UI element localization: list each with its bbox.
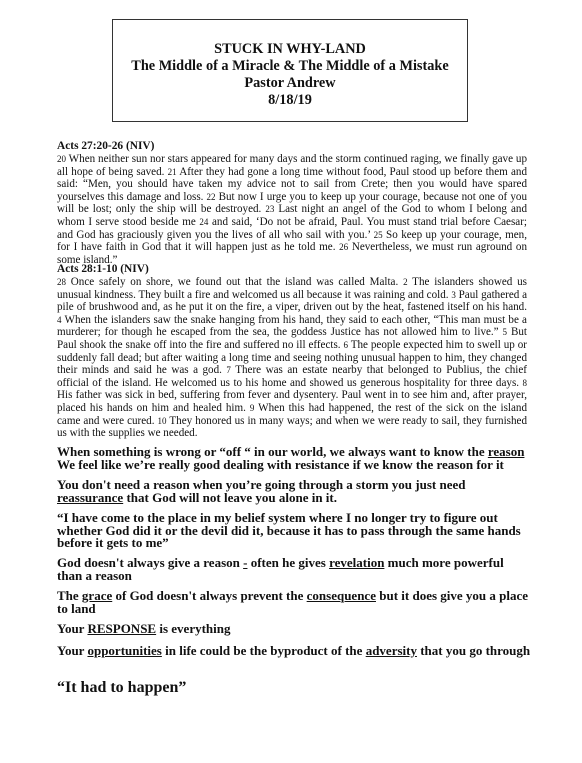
scripture-passage-1 xyxy=(57,140,527,266)
verse-number: 22 xyxy=(206,191,216,202)
verse-text: So keep up your courage, men, for I have faith in God that it will happen just as he told me. xyxy=(57,228,527,254)
closing-quote: “It had to happen” xyxy=(57,679,187,696)
underlined-keyword: consequence xyxy=(306,588,376,603)
passage-reference: Acts 27:20-26 (NIV) xyxy=(57,140,155,152)
verse-text: Nevertheless, we must run aground on some island.” xyxy=(57,241,527,266)
verse-text: His father was sick in bed, suffering from fever and dysentery. Paul went in to see him and, after prayer, placed his hands on him and healed him. xyxy=(57,389,527,414)
verse-text: Once safely on shore, we found out that the island was called Malta. xyxy=(66,276,404,288)
sermon-subtitle: The Middle of a Miracle & The Middle of a Mistake xyxy=(131,58,449,74)
verse-text: Last night an angel of the God to whom I belong and whom I serve stood beside me xyxy=(57,203,527,228)
underlined-keyword: reason xyxy=(487,444,525,459)
verse-number: 3 xyxy=(451,289,456,300)
sermon-title: STUCK IN WHY-LAND xyxy=(214,41,366,57)
verse-text: and said, ‘Do not be afraid, Paul. You must stand trial before Caesar; and God has graciously given you the lives of all who sail with you.’ xyxy=(57,215,527,241)
underlined-keyword: grace xyxy=(81,588,113,603)
verse-number: 21 xyxy=(167,166,177,177)
sermon-point: The grace of God doesn't always prevent the consequence but it does give you a place to land xyxy=(57,588,529,616)
scripture-passage-2 xyxy=(57,263,527,440)
underlined-keyword: RESPONSE xyxy=(87,621,157,636)
verse-number: 26 xyxy=(339,242,349,253)
verse-text: There was an estate nearby that belonged to Publius, the chief official of the island. He welcomed us to his home and showed us generous hospitality for three days. xyxy=(57,364,527,389)
verse-text: The people expected him to swell up or suddenly fall dead; but after waiting a long time and seeing nothing unusual happen to him, they changed their minds and said he was a god. xyxy=(57,338,527,377)
passage-text xyxy=(57,276,527,440)
speaker-name: Pastor Andrew xyxy=(244,75,336,91)
sermon-header-box xyxy=(112,19,468,122)
passage-text xyxy=(57,153,527,266)
sermon-date: 8/18/19 xyxy=(268,92,312,108)
verse-number: 24 xyxy=(199,216,209,227)
verse-text: The islanders showed us unusual kindness. They built a fire and welcomed us all because it was raining and cold. xyxy=(57,276,527,301)
verse-text: But now I urge you to keep up your courage, because not one of you will be lost; only the ship will be destroyed. xyxy=(57,190,527,216)
sermon-quote: “I have come to the place in my belief system where I no longer try to figure out whether God did it or the devil did it, because it has to pass through the same hands before it gets to me” xyxy=(57,510,521,551)
verse-number: 6 xyxy=(343,339,348,350)
verse-number: 25 xyxy=(373,229,383,240)
verse-text: When this had happened, the rest of the sick on the island came and were cured. xyxy=(57,401,527,427)
sermon-point: You don't need a reason when you’re going through a storm you just need reassurance that God will not leave you alone in it. xyxy=(57,477,466,505)
verse-text: After they had gone a long time without food, Paul stood up before them and said: “Men, you should have taken my advice not to sail from Crete; then you would have spared yourselves this damage and loss. xyxy=(57,165,527,203)
underlined-keyword: opportunities xyxy=(87,643,162,658)
passage-reference: Acts 28:1-10 (NIV) xyxy=(57,263,149,275)
verse-number: 28 xyxy=(57,277,66,287)
verse-text: They honored us in many ways; and when we were ready to sail, they furnished us with the supplies we needed. xyxy=(57,414,527,440)
sermon-point: Your opportunities in life could be the byproduct of the adversity that you go through xyxy=(57,643,531,658)
verse-text: When neither sun nor stars appeared for many days and the storm continued raging, we finally gave up all hope of being saved. xyxy=(57,153,527,178)
verse-number: 8 xyxy=(522,377,527,388)
verse-text: But Paul shook the snake off into the fire and suffered no ill effects. xyxy=(57,326,527,351)
verse-number: 7 xyxy=(226,365,231,376)
verse-number: 10 xyxy=(157,415,167,426)
verse-number: 2 xyxy=(403,277,408,287)
underlined-keyword: reassurance xyxy=(57,489,124,505)
underlined-keyword: adversity xyxy=(365,643,417,658)
verse-number: 5 xyxy=(502,327,508,338)
sermon-point: God doesn't always give a reason - often he gives revelation much more powerful than a reason xyxy=(57,555,504,583)
verse-number: 4 xyxy=(57,314,62,325)
verse-text: When the islanders saw the snake hanging from his hand, they said to each other, “This man must be a murderer; for though he escaped from the sea, the goddess Justice has not allowed him to live.” xyxy=(57,313,527,339)
verse-number: 23 xyxy=(265,204,275,215)
sermon-point: Your RESPONSE is everything xyxy=(57,621,231,636)
verse-text: Paul gathered a pile of brushwood and, as he put it on the fire, a viper, driven out by the heat, fastened itself on his hand. xyxy=(57,288,528,314)
underlined-keyword: revelation xyxy=(329,555,385,570)
verse-number: 20 xyxy=(57,154,66,164)
sermon-point: When something is wrong or “off “ in our world, we always want to know the reason We feel like we’re really good dealing with resistance if we know the reason for it xyxy=(57,444,525,472)
underlined-keyword: - xyxy=(243,555,248,570)
verse-number: 9 xyxy=(249,402,255,413)
